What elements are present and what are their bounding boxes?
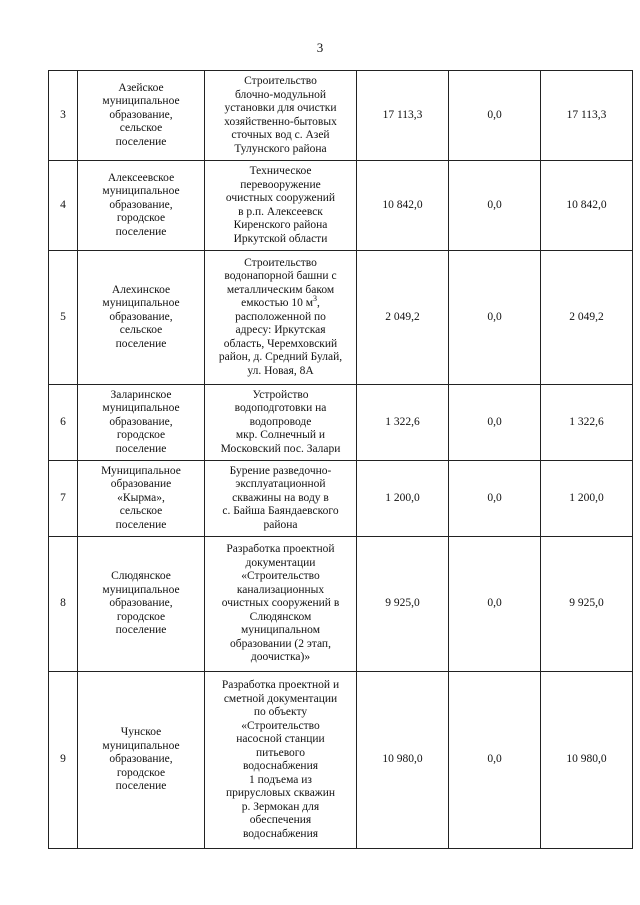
- middle-amount-cell: 0,0: [449, 161, 541, 251]
- object-text-start: Строительство водонапорной башни с металлическим баком емкостью 10 м: [224, 256, 337, 310]
- municipality-cell: Азейское муниципальное образование, сельское поселение: [78, 71, 205, 161]
- middle-amount-cell: 0,0: [449, 251, 541, 385]
- table-row: [49, 161, 633, 251]
- page-number: 3: [316, 40, 324, 55]
- table-row: [49, 71, 633, 161]
- total-amount-cell: 10 980,0: [357, 672, 449, 849]
- middle-amount-cell: 0,0: [449, 71, 541, 161]
- last-amount-cell: 1 200,0: [541, 461, 633, 537]
- subsidy-table: [48, 70, 633, 849]
- municipality-cell: Алехинское муниципальное образование, сельское поселение: [78, 251, 205, 385]
- object-cell: Разработка проектной документации «Строительство канализационных очистных сооружений в Слюдянском муниципальном образовании (2 этап, доочистка)»: [205, 537, 357, 672]
- object-cell: Разработка проектной и сметной документации по объекту «Строительство насосной станции питьевого водоснабжения 1 подъема из прирусловых скважин р. Зермокан для обеспечения водоснабжения: [205, 672, 357, 849]
- object-cell: Техническое перевооружение очистных сооружений в р.п. Алексеевск Киренского района Иркутской области: [205, 161, 357, 251]
- table-row: [49, 537, 633, 672]
- last-amount-cell: 9 925,0: [541, 537, 633, 672]
- municipality-cell: Заларинское муниципальное образование, городское поселение: [78, 385, 205, 461]
- middle-amount-cell: 0,0: [449, 385, 541, 461]
- row-number: 4: [49, 161, 78, 251]
- municipality-cell: Чунское муниципальное образование, городское поселение: [78, 672, 205, 849]
- municipality-cell: Алексеевское муниципальное образование, городское поселение: [78, 161, 205, 251]
- last-amount-cell: 10 842,0: [541, 161, 633, 251]
- total-amount-cell: 1 200,0: [357, 461, 449, 537]
- last-amount-cell: 2 049,2: [541, 251, 633, 385]
- object-cell: [205, 251, 357, 385]
- object-cell: Бурение разведочно- эксплуатационной скважины на воду в с. Байша Баяндаевского района: [205, 461, 357, 537]
- table-row: [49, 672, 633, 849]
- row-number: 6: [49, 385, 78, 461]
- object-cell: Строительство блочно-модульной установки для очистки хозяйственно-бытовых сточных вод с. Азей Тулунского района: [205, 71, 357, 161]
- row-number: 8: [49, 537, 78, 672]
- object-text-end: , расположенной по адресу: Иркутская область, Черемховский район, д. Средний Булай, ул. Новая, 8А: [218, 297, 343, 377]
- row-number: 9: [49, 672, 78, 849]
- total-amount-cell: 1 322,6: [357, 385, 449, 461]
- total-amount-cell: 9 925,0: [357, 537, 449, 672]
- table-row: [49, 461, 633, 537]
- total-amount-cell: 2 049,2: [357, 251, 449, 385]
- row-number: 5: [49, 251, 78, 385]
- middle-amount-cell: 0,0: [449, 461, 541, 537]
- municipality-cell: Муниципальное образование «Кырма», сельское поселение: [78, 461, 205, 537]
- table-row: [49, 385, 633, 461]
- total-amount-cell: 10 842,0: [357, 161, 449, 251]
- middle-amount-cell: 0,0: [449, 672, 541, 849]
- total-amount-cell: 17 113,3: [357, 71, 449, 161]
- table-row: [49, 251, 633, 385]
- row-number: 7: [49, 461, 78, 537]
- last-amount-cell: 17 113,3: [541, 71, 633, 161]
- middle-amount-cell: 0,0: [449, 537, 541, 672]
- municipality-cell: Слюдянское муниципальное образование, городское поселение: [78, 537, 205, 672]
- superscript-cubic: 3: [313, 294, 318, 304]
- object-cell: Устройство водоподготовки на водопроводе мкр. Солнечный и Московский пос. Залари: [205, 385, 357, 461]
- last-amount-cell: 10 980,0: [541, 672, 633, 849]
- last-amount-cell: 1 322,6: [541, 385, 633, 461]
- row-number: 3: [49, 71, 78, 161]
